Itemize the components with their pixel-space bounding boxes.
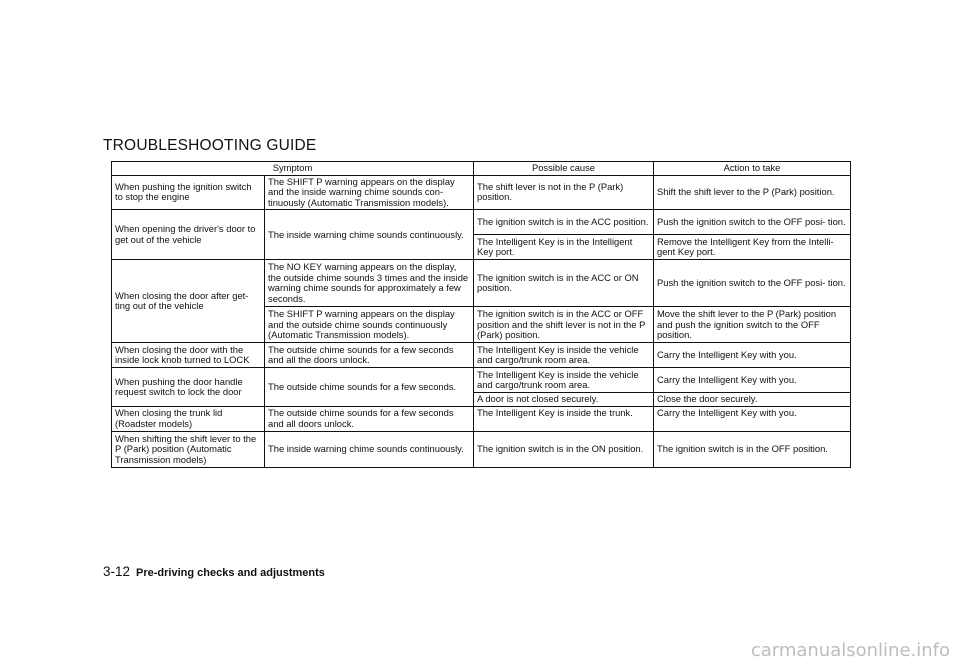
page-title: TROUBLESHOOTING GUIDE: [103, 137, 317, 154]
header-symptom: Symptom: [112, 162, 474, 176]
cause-cell: A door is not closed securely.: [474, 393, 654, 407]
action-cell: Move the shift lever to the P (Park) position and push the ignition switch to the OFF position.: [654, 307, 851, 343]
symptom-detail-cell: The SHIFT P warning appears on the display and the inside warning chime sounds con- tinuously (Automatic Transmission models).: [265, 175, 474, 210]
cause-cell: The shift lever is not in the P (Park) position.: [474, 175, 654, 210]
action-cell: The ignition switch is in the OFF position.: [654, 431, 851, 467]
header-action-to-take: Action to take: [654, 162, 851, 176]
symptom-detail-cell: The SHIFT P warning appears on the display and the outside chime sounds continuously (Automatic Transmission models).: [265, 307, 474, 343]
action-cell: Carry the Intelligent Key with you.: [654, 406, 851, 431]
symptom-cell: When pushing the ignition switch to stop the engine: [112, 175, 265, 210]
table-row: [112, 368, 851, 393]
table-row: [112, 406, 851, 431]
page-footer: [103, 564, 325, 579]
action-cell: Push the ignition switch to the OFF posi- tion.: [654, 260, 851, 307]
symptom-cell: When closing the door after get- ting out of the vehicle: [112, 260, 265, 343]
cause-cell: The ignition switch is in the ON position.: [474, 431, 654, 467]
table-row: [112, 210, 851, 235]
symptom-detail-cell: The outside chime sounds for a few seconds and all the doors unlock.: [265, 343, 474, 368]
symptom-detail-cell: The inside warning chime sounds continuously.: [265, 210, 474, 260]
cause-cell: The ignition switch is in the ACC or OFF position and the shift lever is not in the P (Park) position.: [474, 307, 654, 343]
action-cell: Push the ignition switch to the OFF posi- tion.: [654, 210, 851, 235]
action-cell: Carry the Intelligent Key with you.: [654, 368, 851, 393]
page-number: 3-12: [103, 564, 131, 579]
action-cell: Shift the shift lever to the P (Park) position.: [654, 175, 851, 210]
troubleshooting-table: [111, 161, 851, 468]
table-row: [112, 431, 851, 467]
symptom-detail-cell: The outside chime sounds for a few seconds and all doors unlock.: [265, 406, 474, 431]
symptom-cell: When shifting the shift lever to the P (Park) position (Automatic Transmission models): [112, 431, 265, 467]
symptom-detail-cell: The outside chime sounds for a few seconds.: [265, 368, 474, 407]
cause-cell: The Intelligent Key is in the Intelligent Key port.: [474, 235, 654, 260]
action-cell: Remove the Intelligent Key from the Intelli- gent Key port.: [654, 235, 851, 260]
section-title: Pre-driving checks and adjustments: [136, 567, 325, 579]
watermark: carmanualsonline.info: [750, 640, 950, 661]
cause-cell: The Intelligent Key is inside the trunk.: [474, 406, 654, 431]
cause-cell: The ignition switch is in the ACC position.: [474, 210, 654, 235]
cause-cell: The ignition switch is in the ACC or ON position.: [474, 260, 654, 307]
table-row: [112, 175, 851, 210]
action-cell: Carry the Intelligent Key with you.: [654, 343, 851, 368]
action-cell: Close the door securely.: [654, 393, 851, 407]
symptom-cell: When closing the trunk lid (Roadster models): [112, 406, 265, 431]
header-possible-cause: Possible cause: [474, 162, 654, 176]
table-row: [112, 260, 851, 307]
table-row: [112, 343, 851, 368]
table-header-row: [112, 162, 851, 176]
symptom-cell: When opening the driver's door to get out of the vehicle: [112, 210, 265, 260]
symptom-cell: When pushing the door handle request switch to lock the door: [112, 368, 265, 407]
cause-cell: The Intelligent Key is inside the vehicle and cargo/trunk room area.: [474, 368, 654, 393]
symptom-detail-cell: The NO KEY warning appears on the display, the outside chime sounds 3 times and the inside warning chime sounds for approximately a few seconds.: [265, 260, 474, 307]
cause-cell: The Intelligent Key is inside the vehicle and cargo/trunk room area.: [474, 343, 654, 368]
symptom-cell: When closing the door with the inside lock knob turned to LOCK: [112, 343, 265, 368]
symptom-detail-cell: The inside warning chime sounds continuously.: [265, 431, 474, 467]
